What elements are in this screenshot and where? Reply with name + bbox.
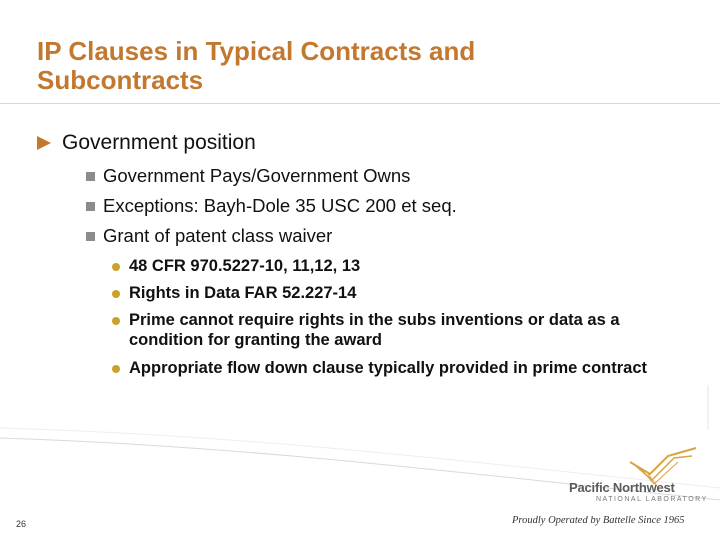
logo-text: Pacific Northwest [569, 480, 675, 495]
bullet-level3-text: 48 CFR 970.5227-10, 11,12, 13 [129, 257, 361, 275]
logo-subtext: NATIONAL LABORATORY [596, 496, 708, 503]
bullet-level3-text: Prime cannot require rights in the subs inventions or data as a condition for granting the award [129, 311, 620, 349]
bullet-level3-text: Rights in Data FAR 52.227-14 [129, 284, 357, 302]
bullet-level3-text: Appropriate flow down clause typically provided in prime contract [129, 359, 648, 377]
page-number: 26 [16, 519, 27, 529]
bullet-level2-text: Grant of patent class waiver [103, 225, 333, 246]
footer-curve [0, 428, 720, 488]
bullet-level2-text: Exceptions: Bayh-Dole 35 USC 200 et seq. [103, 195, 457, 216]
bullet-level1-text: Government position [62, 131, 256, 154]
slide-title: IP Clauses in Typical Contracts and Subcontracts [37, 36, 476, 95]
battelle-tagline: Proudly Operated by Battelle Since 1965 [512, 515, 685, 526]
bullet-level2-text: Government Pays/Government Owns [103, 165, 411, 186]
